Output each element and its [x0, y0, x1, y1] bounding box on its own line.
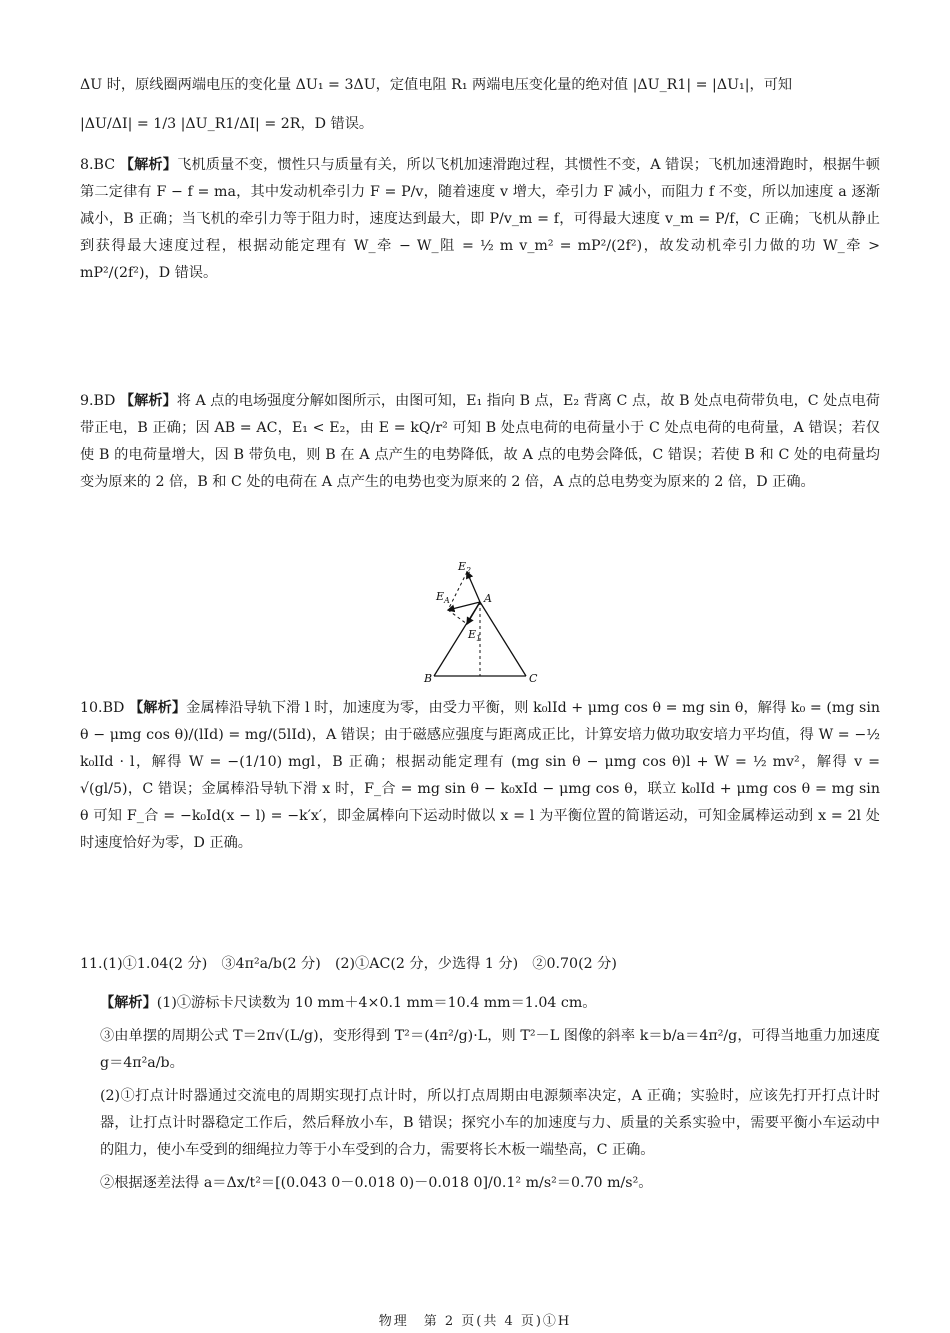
- electric-field-figure: [420, 558, 550, 688]
- q8-solution: [80, 152, 880, 287]
- q7-continuation: [80, 72, 880, 138]
- q11-part1b: ③由单摆的周期公式 T＝2π√(L/g)，变形得到 T²＝(4π²/g)·L，则 T²－L 图像的斜率 k＝b/a＝4π²/g，可得当地重力加速度 g＝4π²a/b。: [100, 1027, 880, 1071]
- side-ac: [480, 602, 526, 676]
- q11-answers: 11.(1)①1.04(2 分) ③4π²a/b(2 分) (2)①AC(2 分，少选得 1 分) ②0.70(2 分): [80, 956, 617, 972]
- label-e1: $E_1$: [468, 628, 482, 643]
- q10-tag: 【解析】: [129, 700, 187, 716]
- q8-text: 飞机质量不变，惯性只与质量有关，所以飞机加速滑跑过程，其惯性不变，A 错误；飞机加速滑跑时，根据牛顿第二定律有 F − f = ma，其中发动机牵引力 F = P/v，随着速度 v 增大，牵引力 F 减小，而阻力 f 不变，所以加速度 a 逐渐减小，B 正确；当飞机的牵引力等于阻力时，速度达到最大，即 P/v_m = f，可得最大速度 v_m = P/f，C 正确；飞机从静止到获得最大速度过程，根据动能定理有 W_牵 − W_阻 = ½ m v_m² = mP²/(2f²)，故发动机牵引力做的功 W_牵 > mP²/(2f²)，D 错误。: [80, 157, 880, 281]
- q9-number: 9.BD: [80, 393, 116, 409]
- q7-line2: |ΔU/ΔI| = 1/3 |ΔU_R1/ΔI| = 2R，D 错误。: [80, 115, 374, 132]
- q9-text: 将 A 点的电场强度分解如图所示，由图可知，E₁ 指向 B 点，E₂ 背离 C 点，故 B 处点电荷带负电，C 处点电荷带正电，B 正确；因 AB = AC，E₁ < E₂，由 E = kQ/r² 可知 B 处点电荷的电荷量小于 C 处点电荷的电荷量，A 错误；若仅使 B 的电荷量增大，因 B 带负电，则 B 在 A 点产生的电势降低，故 A 点的电势会降低，C 错误；若使 B 和 C 处的电荷量均变为原来的 2 倍，B 和 C 处的电荷在 A 点产生的电势也变为原来的 2 倍，A 点的总电势变为原来的 2 倍，D 正确。: [80, 393, 880, 490]
- q11-part2a: (2)①打点计时器通过交流电的周期实现打点计时，所以打点周期由电源频率决定，A 正确；实验时，应该先打开打点计时器，让打点计时器稳定工作后，然后释放小车，B 错误；探究小车的加速度与力、质量的关系实验中，需要平衡小车运动中的阻力，使小车受到的细绳拉力等于小车受到的合力，需要将长木板一端垫高，C 正确。: [100, 1087, 880, 1158]
- q9-tag: 【解析】: [119, 393, 177, 409]
- q10-text: 金属棒沿导轨下滑 l 时，加速度为零，由受力平衡，则 k₀lId + μmg cos θ = mg sin θ，解得 k₀ = (mg sin θ − μmg cos θ)/(lId) = mg/(5lId)，A 错误；由于磁感应强度与距离成正比，计算安培力做功取安培力平均值，得 W = −½ k₀lId · l，解得 W = −(1/10) mgl，B 正确；根据动能定理有 (mg sin θ − μmg cos θ)l + W = ½ mv²，解得 v = √(gl/5)，C 错误；金属棒沿导轨下滑 x 时，F_合 = mg sin θ − k₀xId − μmg cos θ，联立 k₀lId + μmg cos θ = mg sin θ 可知 F_合 = −k₀Id(x − l) = −k′x′，即金属棒向下运动时做以 x = l 为平衡位置的简谐运动，可知金属棒运动到 x = 2l 处时速度恰好为零，D 正确。: [80, 700, 880, 851]
- label-ea: $E_A$: [436, 590, 450, 605]
- label-a: A: [484, 592, 492, 605]
- page-footer: 物理 第 2 页(共 4 页)①H: [378, 1314, 572, 1329]
- q11-solution: [100, 990, 880, 1197]
- q10-number: 10.BD: [80, 700, 125, 716]
- label-b: B: [424, 672, 433, 685]
- q11-tag: 【解析】: [100, 995, 157, 1011]
- e2-vector: [467, 572, 480, 602]
- q9-solution: [80, 388, 880, 496]
- label-c: C: [529, 672, 538, 685]
- q8-tag: 【解析】: [119, 157, 178, 173]
- q11-part1a: 【解析】(1)①游标卡尺读数为 10 mm＋4×0.1 mm＝10.4 mm＝1.04 cm。: [100, 995, 597, 1011]
- q8-number: 8.BC: [80, 157, 116, 173]
- q7-line1: ΔU 时，原线圈两端电压的变化量 ΔU₁ = 3ΔU，定值电阻 R₁ 两端电压变化量的绝对值 |ΔU_R1| = |ΔU₁|，可知: [80, 77, 793, 93]
- q11-part2b: ②根据逐差法得 a＝Δx/t²＝[(0.043 0－0.018 0)－0.018 0]/0.1² m/s²＝0.70 m/s²。: [100, 1174, 653, 1191]
- label-e2: $E_2$: [458, 560, 472, 575]
- q10-solution: [80, 695, 880, 857]
- parallelogram-dash-1: [448, 572, 467, 610]
- parallelogram-dash-2: [448, 610, 467, 624]
